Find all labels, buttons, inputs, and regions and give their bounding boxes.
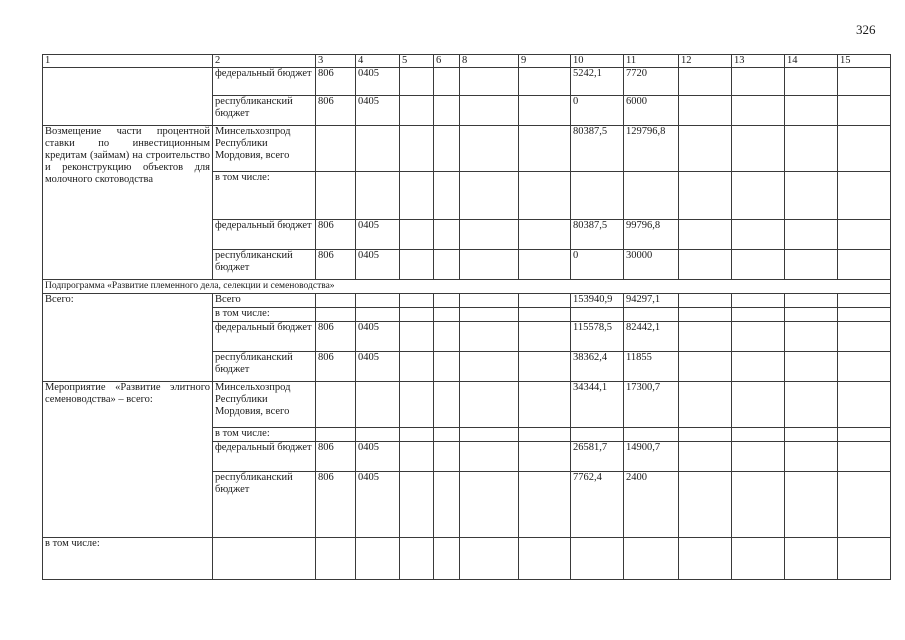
cell-col1: Возмещение части процентной ставки по инвестиционным кредитам (займам) на строительство и реконструкцию объектов для молочного скотоводства [43,126,213,280]
cell-col1: Мероприятие «Развитие элитного семеноводства» – всего: [43,382,213,538]
cell [519,442,571,472]
cell [434,428,460,442]
cell-col2: федеральный бюджет [213,442,316,472]
cell [400,294,434,308]
cell [519,250,571,280]
cell [460,352,519,382]
cell-col2: республиканский бюджет [213,96,316,126]
cell [785,126,838,172]
cell [838,308,891,322]
cell [519,96,571,126]
cell [356,538,400,580]
subprogram-row [43,280,891,294]
cell-col4: 0405 [356,250,400,280]
cell [838,126,891,172]
cell-col2: федеральный бюджет [213,220,316,250]
cell-col3: 806 [316,68,356,96]
column-number: 3 [316,55,356,68]
cell-col1: Всего: [43,294,213,382]
cell [785,322,838,352]
cell-col11: 94297,1 [624,294,679,308]
cell [785,294,838,308]
cell-col10: 115578,5 [571,322,624,352]
column-number: 13 [732,55,785,68]
cell [356,428,400,442]
cell [400,322,434,352]
cell [679,250,732,280]
cell [732,538,785,580]
cell [838,322,891,352]
cell [519,308,571,322]
cell [732,352,785,382]
cell-col11: 14900,7 [624,442,679,472]
cell-col3: 806 [316,322,356,352]
cell [838,472,891,538]
cell-col3: 806 [316,472,356,538]
cell-col10: 0 [571,250,624,280]
cell [838,442,891,472]
cell [732,294,785,308]
cell [679,220,732,250]
cell-col10: 5242,1 [571,68,624,96]
cell [838,250,891,280]
cell [732,442,785,472]
cell-col2: республиканский бюджет [213,352,316,382]
cell-col3: 806 [316,96,356,126]
cell [732,68,785,96]
cell [838,352,891,382]
cell [519,382,571,428]
cell-col4: 0405 [356,68,400,96]
cell [785,472,838,538]
cell [400,352,434,382]
cell [679,538,732,580]
cell [316,172,356,220]
table-row [43,68,891,96]
cell-col10: 80387,5 [571,126,624,172]
cell [732,126,785,172]
cell [838,382,891,428]
cell [785,172,838,220]
cell [519,126,571,172]
cell [785,428,838,442]
cell [316,308,356,322]
cell [400,538,434,580]
cell [732,322,785,352]
cell-col11: 17300,7 [624,382,679,428]
cell [679,472,732,538]
cell [434,382,460,428]
cell [460,538,519,580]
cell-col2: Минсельхозпрод Республики Мордовия, всего [213,382,316,428]
cell [519,68,571,96]
cell [400,472,434,538]
cell [519,294,571,308]
cell [434,352,460,382]
cell-col4: 0405 [356,442,400,472]
table-row [43,126,891,172]
cell [400,96,434,126]
cell-col2: в том числе: [213,172,316,220]
cell [434,472,460,538]
cell [356,172,400,220]
cell-col2: федеральный бюджет [213,68,316,96]
cell [571,538,624,580]
budget-table [42,54,891,580]
column-number: 10 [571,55,624,68]
cell [838,96,891,126]
cell [460,442,519,472]
cell-col3: 806 [316,220,356,250]
cell-col11: 2400 [624,472,679,538]
cell [400,442,434,472]
cell [679,442,732,472]
cell [732,308,785,322]
cell-col4: 0405 [356,322,400,352]
cell [838,428,891,442]
cell [400,428,434,442]
cell [356,382,400,428]
cell [732,220,785,250]
cell [400,126,434,172]
cell [624,428,679,442]
cell [400,68,434,96]
cell [785,220,838,250]
cell [838,294,891,308]
cell [316,538,356,580]
cell [519,472,571,538]
cell [838,68,891,96]
cell-col11: 30000 [624,250,679,280]
cell-col2: республиканский бюджет [213,250,316,280]
table-row [43,538,891,580]
cell [785,382,838,428]
cell [460,322,519,352]
cell [732,172,785,220]
cell [519,322,571,352]
cell [679,352,732,382]
cell [316,126,356,172]
cell-col10: 38362,4 [571,352,624,382]
cell [838,538,891,580]
cell-col10: 34344,1 [571,382,624,428]
cell-col3: 806 [316,250,356,280]
cell [679,68,732,96]
cell [460,126,519,172]
cell [316,428,356,442]
cell [434,172,460,220]
column-number: 12 [679,55,732,68]
column-number: 8 [460,55,519,68]
column-numbers-row [43,55,891,68]
cell [679,308,732,322]
cell [434,442,460,472]
cell [400,382,434,428]
cell [785,250,838,280]
cell [316,382,356,428]
cell [785,538,838,580]
cell [460,472,519,538]
cell [460,382,519,428]
cell [316,294,356,308]
cell-col10: 7762,4 [571,472,624,538]
cell-col11: 7720 [624,68,679,96]
cell [732,96,785,126]
cell [679,322,732,352]
column-number: 14 [785,55,838,68]
cell [624,308,679,322]
column-number: 4 [356,55,400,68]
cell [785,442,838,472]
cell-col10: 26581,7 [571,442,624,472]
cell-col2: в том числе: [213,308,316,322]
cell-col2: республиканский бюджет [213,472,316,538]
column-number: 1 [43,55,213,68]
cell-col11: 99796,8 [624,220,679,250]
cell-col11: 129796,8 [624,126,679,172]
cell-col10: 80387,5 [571,220,624,250]
cell-col2: Всего [213,294,316,308]
cell-col4: 0405 [356,472,400,538]
cell [356,308,400,322]
cell-col1: в том числе: [43,538,213,580]
cell [400,250,434,280]
column-number: 5 [400,55,434,68]
cell-col4: 0405 [356,352,400,382]
cell [400,172,434,220]
cell [434,220,460,250]
cell [460,428,519,442]
cell-col3: 806 [316,352,356,382]
cell [460,96,519,126]
cell [519,220,571,250]
cell [732,428,785,442]
cell-col3: 806 [316,442,356,472]
cell [838,220,891,250]
table-row [43,382,891,428]
cell [732,472,785,538]
cell [400,308,434,322]
cell [571,172,624,220]
subprogram-title: Подпрограмма «Развитие племенного дела, селекции и семеноводства» [43,280,891,294]
cell [460,250,519,280]
column-number: 6 [434,55,460,68]
table-row [43,294,891,308]
cell [434,538,460,580]
cell [679,172,732,220]
cell [679,428,732,442]
cell-col1 [43,68,213,126]
cell [460,308,519,322]
cell-col4: 0405 [356,96,400,126]
cell-col11: 82442,1 [624,322,679,352]
cell-col2: федеральный бюджет [213,322,316,352]
cell [679,382,732,428]
cell [460,172,519,220]
cell [434,126,460,172]
cell [785,68,838,96]
cell [460,220,519,250]
cell-col10: 0 [571,96,624,126]
cell [732,382,785,428]
cell [356,126,400,172]
cell [732,250,785,280]
cell [785,308,838,322]
cell [213,538,316,580]
cell [624,172,679,220]
cell [679,294,732,308]
column-number: 9 [519,55,571,68]
cell [838,172,891,220]
cell-col10: 153940,9 [571,294,624,308]
cell [434,322,460,352]
page-number: 326 [856,22,876,37]
cell-col11: 11855 [624,352,679,382]
cell [679,126,732,172]
cell [434,96,460,126]
cell-col4: 0405 [356,220,400,250]
cell [571,428,624,442]
cell [519,428,571,442]
cell [460,68,519,96]
cell-col2: в том числе: [213,428,316,442]
cell [460,294,519,308]
cell [434,308,460,322]
cell [519,538,571,580]
cell [434,250,460,280]
cell [519,352,571,382]
cell [356,294,400,308]
cell [571,308,624,322]
cell [519,172,571,220]
cell [785,352,838,382]
column-number: 11 [624,55,679,68]
cell [400,220,434,250]
cell [785,96,838,126]
cell [434,294,460,308]
column-number: 2 [213,55,316,68]
cell [434,68,460,96]
column-number: 15 [838,55,891,68]
cell [679,96,732,126]
cell [624,538,679,580]
cell-col2: Минсельхозпрод Республики Мордовия, всего [213,126,316,172]
cell-col11: 6000 [624,96,679,126]
